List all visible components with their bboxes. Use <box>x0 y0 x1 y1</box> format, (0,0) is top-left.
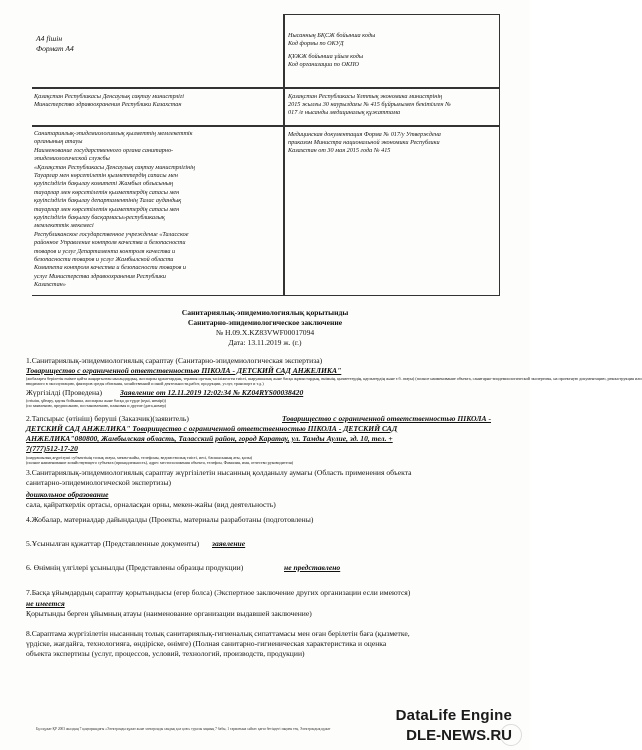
s3-heading-1: 3.Санитариялық-эпидемиологиялық сараптау жүргізілетін нысанның қолданылу аумағы (Область применения объекта <box>26 468 412 477</box>
authority-line-5: Тауарлар мен көрсетілетін қызметтердің сапасы мен <box>34 172 178 179</box>
s1-conducted-value: Заявление от 12.11.2019 12:02:34 № KZ04RYS00038420 <box>120 388 304 397</box>
s1-note-4: (по заявлению, предписанию, постановлению, плановая и другие (дата,номер) <box>26 403 166 408</box>
authority-line-12: Республиканское государственное учреждение «Таласское <box>34 230 189 238</box>
s8-heading-1: 8.Сараптама жүргізілетін нысанның толық санитариялық-гигиеналық сипаттамасы мен оған берілетін баға (қызметке, <box>26 629 410 638</box>
s1-heading: 1.Санитариялық-эпидемиологиялық сараптау (Санитарно-эпидемиологическая экспертиза) <box>26 356 323 365</box>
s1-note-2: вводимого в эксплуатацию, факторов среды обитания, хозяйственной и иной деятельности,работ, продукции, услуг, транспорт и т.д.) <box>26 381 264 386</box>
s3-heading-2: санитарно-эпидемиологической экспертизы) <box>26 478 171 487</box>
authority-line-11: мемлекеттік мекемесі <box>34 222 94 230</box>
order-line-2: 2015 жылғы 30 наурыздағы № 415 бұйрығымен бекітілген № <box>288 101 451 108</box>
s1-note-1: (жобаларға берілетін өнімге қайта жаңартылған нысандардың, жоспарлы құжаттардың, терапия оргтың тәсіліжелген тиісті, шаруашылық және басқа жұмыстардың, өнімнің, қызметтердің, қаулытердің және т.б. атауы) (полное наименование объекта, санитарно-эпидемиологической экспертизы, на проектную документацию, реконструкция или <box>26 376 642 381</box>
okpo-kz: ҚҰЖЖ бойынша ұйым коды <box>288 53 364 60</box>
authority-line-17: услуг Министерства здравоохранения Республики <box>34 272 166 280</box>
s6-value: не представлено <box>284 563 341 572</box>
s2-value-1: ДЕТСКИЙ САД АНЖЕЛИКА" Товарищество с ограниченной ответственностью ПІКОЛА - ДЕТСКИЙ САД <box>26 424 398 433</box>
medical-doc-line-3: Казахстан от 30 мая 2015 года № 415 <box>288 147 391 154</box>
okpo-ru: Код организации по ОКПО <box>288 61 360 68</box>
ministry-kz: Қазақстан Республикасы Денсаулық сақтау министрлігі <box>34 93 184 100</box>
authority-line-10: қауіпсіздігін бақылау басқармасы»республикалық <box>34 214 165 221</box>
format-kz: А4 fiшiн <box>36 34 63 43</box>
s6-heading: 6. Өнімнің үлгілері ұсынылды (Представлены образцы продукции) <box>26 563 244 572</box>
order-line-1: Қазақстан Республикасы Ұлттық экономика министрінің <box>288 93 443 100</box>
s7-heading: 7.Басқа ұйымдардың сараптау қорытындысы (егер болса) (Экспертное заключение других организации если имеются) <box>26 588 411 597</box>
s2-heading: 2.Тапсырыс (өтiнiш) берушi (Заказчик)(заявитель) <box>26 414 189 423</box>
okud-kz: Нысанның БҚСЖ бойынша коды <box>288 32 376 39</box>
authority-line-3: эпидемиологической службы <box>34 155 110 163</box>
ministry-right-box <box>284 88 500 126</box>
authority-line-18: Казахстан» <box>34 281 66 289</box>
format-ru: Формат А4 <box>36 44 74 53</box>
s7-sub: Қорытынды берген ұйымның атауы (наименование организации выдавшей заключение) <box>26 609 312 618</box>
header-right-box <box>284 14 500 88</box>
watermark-line-2: DLE-NEWS.RU <box>406 727 512 744</box>
s1-value: Товарищество с ограниченной ответственностью ПІКОЛА - ДЕТСКИЙ САД АНЖЕЛИКА" <box>26 366 342 375</box>
authority-line-0: Санитариялық-эпидемиологиялық қызметтің мемлекеттік <box>34 130 193 137</box>
s2-value-3: 7(777)512-17-20 <box>26 444 78 453</box>
s4-heading: 4.Жобалар, материалдар дайындалды (Проекты, материалы разработаны (подготовлены) <box>26 515 314 524</box>
medical-doc-line-2: приказом Министра национальной экономики Республики <box>288 139 440 146</box>
s5-heading: 5.Ұсынылған құжаттар (Представленные документы) <box>26 539 200 548</box>
authority-line-2: Наименование государственного органа санитарно- <box>34 146 174 154</box>
s5-value: заявление <box>212 539 246 548</box>
s1-conducted-label: Жүргiзiлдi (Проведена) <box>26 388 103 397</box>
ministry-ru: Министерство здравоохранения Республики Казахстан <box>34 101 182 108</box>
s3-sub: сала, қайраткерлік ортасы, орналасқан орны, мекен-жайы (вид деятельность) <box>26 500 276 509</box>
conclusion-number: № Н.09.Х.KZ83VWF00017094 <box>215 328 315 337</box>
s2-value-0: Товарищество с ограниченной ответственностью ПІКОЛА - <box>282 414 491 423</box>
ministry-left-box <box>32 88 284 126</box>
authority-line-4: «Қазақстан Республикасы Денсаулық сақтау министрлігінің <box>34 163 195 171</box>
s2-value-2: АНЖЕЛИКА"080800, Жамбылская область, Таласский район, город Каратау, ул. Тамды Аулие, зд. 10, тел. + <box>26 434 393 443</box>
title-ru: Санитарно-эпидемиологическое заключение <box>187 318 343 327</box>
watermark-line-1: DataLife Engine <box>395 707 512 724</box>
header-left-box <box>32 14 284 88</box>
authority-line-13: районное Управление контроля качества и безопасности <box>34 239 186 247</box>
authority-line-8: қауіпсіздігін бақылау департаментінің Талас аудандық <box>34 197 182 205</box>
legal-footer: Бұл құжат ҚР 2003 жылдың 7 қаңтарындағы «Электронды құжат және электронды сандық қол қою» туралы заңның 7 бабы, 1 тармағына сәйкес қағаз бетіндегі заңмен тең. Электрондық құжат <box>36 727 331 731</box>
s1-note-3: (отініш, ұйғару, қаулы бойынша, жоспарлы және басқа да түрде (күні, нөмірі)) <box>26 398 166 403</box>
s8-heading-2: үрдiске, жағдайға, технологияға, өндiрiске, өнiмге) (Полная санитарно-гигиеническая характеристика и оценка <box>26 639 387 648</box>
s8-heading-3: объекта экспертизы (услуг, процессов, условий, технологий, производств, продукции) <box>26 649 305 658</box>
title-kz: Санитариялық-эпидемиологиялық қорытынды <box>181 308 349 317</box>
s7-value: не имеется <box>26 599 65 608</box>
authority-left-box <box>32 126 284 296</box>
authority-line-15: безопасности товаров и услуг Жамбылской области <box>34 256 174 263</box>
s2-note-1: (шаруашылық жүргізуші субъектінің толық атауы, мекен-жайы, телефоны, ведомстволық тиісті, иесі, басшысының аты, қолы) <box>26 455 253 460</box>
okud-ru: Код формы по ОКУД <box>288 40 344 47</box>
s2-note-2: (полное наименование хозяйствующего субъекта (принадлежность), адрес местоположения объекта, телефон, Фамилия, имя, отчество руководителя) <box>26 460 294 465</box>
s3-value: дошкольное образование <box>26 490 109 499</box>
authority-right-box <box>284 126 500 296</box>
authority-line-7: тауарлар мен көрсетілетін қызметтердің сапасы мен <box>34 188 180 196</box>
authority-line-9: тауарлар мен көрсетілетін қызметтердің сапасы мен <box>34 205 180 213</box>
medical-doc-line-1: Медицинская документация Форма № 017/у Утверждена <box>288 131 441 138</box>
conclusion-date: Дата: 13.11.2019 ж. (г.) <box>228 338 302 347</box>
authority-line-6: қауіпсіздігін бақылау комитеті Жамбыл облысының <box>34 180 174 188</box>
authority-line-14: товаров и услуг Департамента контроля качества и <box>34 247 176 255</box>
order-line-3: 017 /е нысанды медициналық құжаттама <box>288 109 401 116</box>
authority-line-16: Комитета контроля качества и безопасности товаров и <box>34 264 187 272</box>
authority-line-1: органының атауы <box>34 138 83 146</box>
